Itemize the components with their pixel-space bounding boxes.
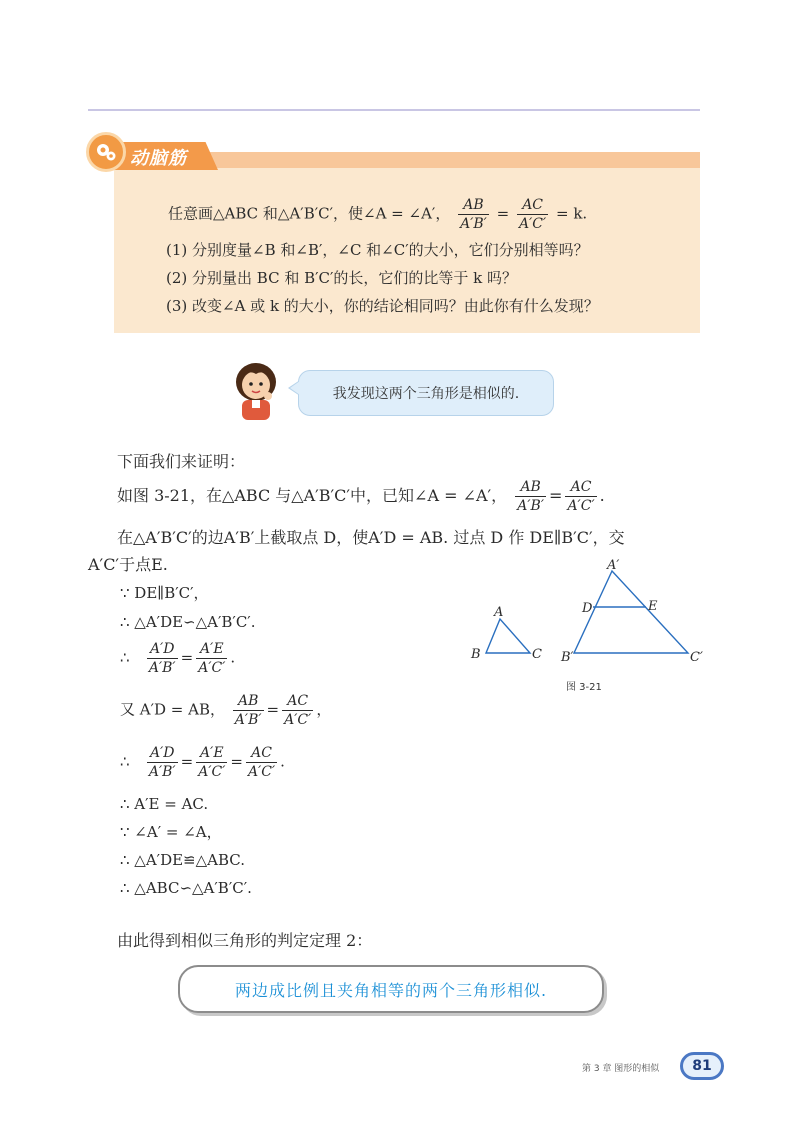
fraction-numerator: A′E [196,640,227,659]
think-box-title: 动脑筋 [130,148,187,169]
think-box-header [86,132,700,172]
page-number [680,1052,724,1080]
proof-construct-1: 在△A′B′C′的边A′B′上截取点 D，使A′D = AB. 过点 D 作 DE∥B′C′，交 [117,528,625,547]
fraction-numerator: AC [517,196,548,215]
fraction-denominator: A′C′ [247,764,276,780]
question-2: (2) 分别量出 BC 和 B′C′的长，它们的比等于 k 吗？ [166,269,518,287]
speech-bubble [298,370,554,416]
proof-given: 如图 3-21，在△ABC 与△A′B′C′中，已知∠A = ∠A′， $\frac{AB}{A'B'}$ = $\frac{AC}{A'C'}$ . [117,479,605,514]
label-c-prime: C′ [690,650,703,665]
think-intro [168,196,587,233]
label-b-prime: B′ [561,650,574,665]
proof-step-2: ∴ △A′DE∽△A′B′C′. [120,613,256,631]
equals-sign: = [496,204,510,223]
fraction [282,692,313,729]
label-c: C [532,647,542,662]
proof-intro: 下面我们来证明： [117,452,246,471]
punctuation: . [230,648,236,667]
label-e: E [648,599,658,614]
fraction-numerator: A′D [147,744,178,763]
label-a: A [494,605,504,620]
fraction [565,478,596,515]
proof-step-1: ∵ DE∥B′C′， [120,584,209,602]
bubble-tail-inner [290,381,300,395]
fraction [196,640,227,677]
fraction-ab [458,196,489,233]
fraction-denominator: A′C′ [198,764,226,780]
figure-caption: 图 3-21 [566,682,602,693]
fraction-numerator: AC [565,478,596,497]
question-3: (3) 改变∠A 或 k 的大小，你的结论相同吗？由此你有什么发现？ [166,297,599,315]
label-b: B [471,647,481,662]
fraction-denominator: A′C′ [519,216,547,232]
punctuation: . [280,752,285,771]
proof-step-6: ∴ A′E = AC. [120,795,209,813]
therefore-symbol: ∴ [120,648,130,667]
proof-given-suffix: . [599,486,605,505]
fraction-denominator: A′B′ [148,764,176,780]
fraction-numerator: AB [458,196,489,215]
header-rule [88,109,700,111]
proof-step-7: ∵ ∠A′ = ∠A， [120,823,222,841]
proof-step-4: 又 A′D = AB， $\frac{AB}{A'B'}$ = $\frac{AC}{A'C'}$ ， [120,693,332,728]
fraction-ac [517,196,548,233]
theorem-text: 两边成比例且夹角相等的两个三角形相似. [234,980,548,1000]
fraction-denominator: A′B′ [517,498,545,514]
fraction [147,744,178,781]
fraction [233,692,264,729]
triangle-abc [486,619,530,653]
fraction-numerator: A′D [147,640,178,659]
fraction-numerator: AC [282,692,313,711]
proof-step-4-prefix: 又 A′D = AB， [120,700,225,719]
think-intro-suffix: = k. [555,204,588,223]
proof-step-8: ∴ △A′DE≌△ABC. [120,851,246,869]
fraction-denominator: A′C′ [284,712,312,728]
page-number-text: 81 [692,1058,712,1074]
chapter-label: 第 3 章 图形的相似 [582,1064,660,1074]
fraction [196,744,227,781]
fraction-numerator: AB [233,692,264,711]
fraction [515,478,546,515]
proof-given-prefix: 如图 3-21，在△ABC 与△A′B′C′中，已知∠A = ∠A′， [117,486,508,505]
punctuation: ， [316,700,332,719]
question-1: (1) 分别度量∠B 和∠B′，∠C 和∠C′的大小，它们分别相等吗？ [166,241,589,259]
header-stripe [176,152,700,168]
proof-step-9: ∴ △ABC∽△A′B′C′. [120,879,252,897]
therefore-symbol: ∴ [120,752,130,771]
fraction-denominator: A′B′ [234,712,262,728]
theorem-box [178,965,604,1013]
fraction [147,640,178,677]
label-d: D [582,601,593,616]
proof-step-3: ∴ $\frac{A'D}{A'B'}$ = $\frac{A'E}{A'C'}$ . [120,641,236,676]
gears-icon [86,132,126,172]
fraction-numerator: AC [246,744,277,763]
fraction-denominator: A′B′ [460,216,487,232]
fraction [246,744,277,781]
think-intro-prefix: 任意画△ABC 和△A′B′C′，使∠A = ∠A′， [168,204,451,223]
proof-construct-2: A′C′于点E. [88,555,168,574]
conclusion-intro: 由此得到相似三角形的判定定理 2： [117,931,373,950]
fraction-denominator: A′B′ [148,660,176,676]
fraction-denominator: A′C′ [567,498,595,514]
speech-bubble-text: 我发现这两个三角形是相似的. [332,386,520,402]
fraction-numerator: A′E [196,744,227,763]
fraction-numerator: AB [515,478,546,497]
fraction-denominator: A′C′ [198,660,226,676]
proof-step-5: ∴ $\frac{A'D}{A'B'}$ = $\frac{A'E}{A'C'}$ = $\frac{AC}{A'C'}$ . [120,745,285,780]
label-a-prime: A′ [607,558,620,573]
figure-3-21 [466,558,716,668]
girl-avatar [228,360,284,422]
